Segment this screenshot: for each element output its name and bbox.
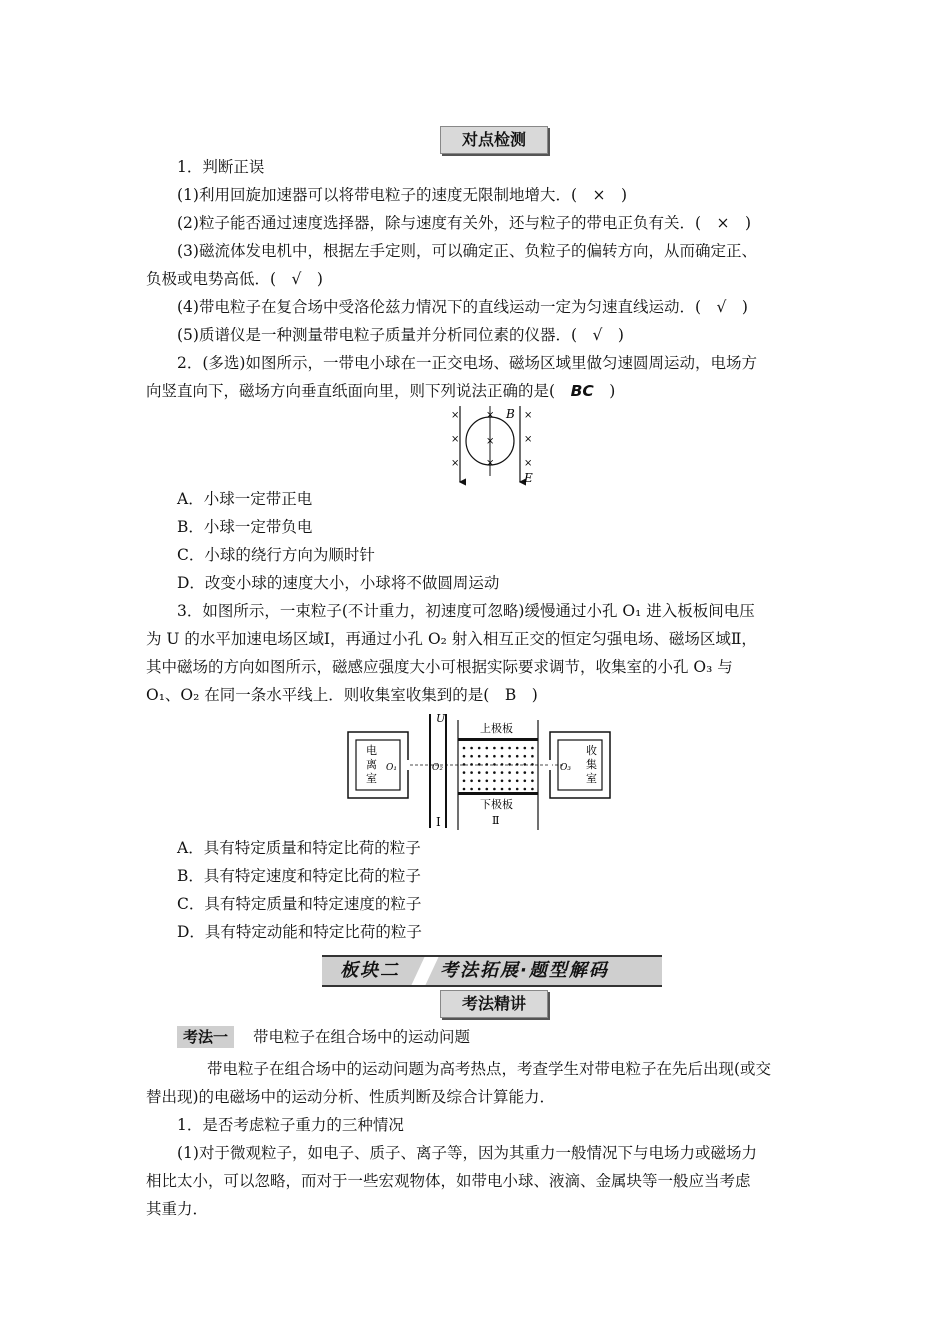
q1-item-4: (4)带电粒子在复合场中受洛伦兹力情况下的直线运动一定为匀速直线运动．( √ ) [177,298,748,316]
section-title-banner: 对点检测 [440,126,548,154]
section-title-banner-2: 考法精讲 [440,990,548,1018]
q2-answer: BC [570,382,594,400]
q3-option-d: D．具有特定动能和特定比荷的粒子 [177,923,422,941]
field-dot [478,788,481,791]
field-dot [493,747,496,750]
field-dot [524,788,527,791]
field-dot [463,771,466,774]
q2-option-c: C．小球的绕行方向为顺时针 [177,546,375,564]
field-dot [501,747,504,750]
q1-stem: 1．判断正误 [177,158,265,176]
b-field-mark: × [486,410,495,421]
field-dot [524,755,527,758]
q2-option-a: A．小球一定带正电 [177,490,313,508]
field-dot [463,747,466,750]
field-dot [508,771,511,774]
right-box-char3: 室 [586,772,597,785]
kaofa-p2-line1: (1)对于微观粒子，如电子、质子、离子等，因为其重力一般情况下与电场力或磁场力 [177,1144,757,1162]
field-dot [501,788,504,791]
kaofa-p2-line3: 其重力． [146,1200,209,1218]
field-dot [493,780,496,783]
b-field-mark: × [486,436,495,447]
left-box-char2: 离 [366,758,377,771]
module-two-title: 考法拓展·题型解码 [440,960,609,981]
q1-item-3-cont: 负极或电势高低．( √ ) [146,270,323,288]
kaofa-p2-line2: 相比太小，可以忽略，而对于一些宏观物体，如带电小球、液滴、金属块等一般应当考虑 [146,1172,751,1190]
field-dot [478,755,481,758]
q2-stem-close: ) [593,382,616,400]
field-dot [508,780,511,783]
field-dot [470,788,473,791]
q3-stem-line3: 其中磁场的方向如图所示，磁感应强度大小可根据实际要求调节，收集室的小孔 O₃ 与 [146,658,733,676]
module-two-label: 板块二 [340,960,400,981]
right-box-char2: 集 [586,758,597,771]
b-field-mark: × [486,458,495,469]
module-two-banner [322,955,662,987]
b-field-mark: × [451,434,460,445]
field-dot [516,780,519,783]
kaofa-tag: 考法一 [177,1026,234,1048]
b-field-mark: × [524,410,533,421]
field-dot [486,771,489,774]
kaofa-p1-line1: 带电粒子在组合场中的运动问题为高考热点，考查学生对带电粒子在先后出现(或交 [207,1060,772,1078]
label-o2: O₂ [432,763,443,773]
q2-field-figure [440,404,540,486]
q2-option-d: D．改变小球的速度大小，小球将不做圆周运动 [177,574,500,592]
field-dot [524,780,527,783]
field-dot [470,780,473,783]
right-box-char1: 收 [586,744,597,757]
left-box-char1: 电 [366,744,377,757]
kaofa-title: 带电粒子在组合场中的运动问题 [253,1028,471,1046]
magnetic-field-dots [463,747,534,791]
b-field-mark: × [451,458,460,469]
field-dot [486,780,489,783]
q3-option-c: C．具有特定质量和特定速度的粒子 [177,895,422,913]
q1-item-3: (3)磁流体发电机中，根据左手定则，可以确定正、负粒子的偏转方向，从而确定正、 [177,242,757,260]
field-dot [463,780,466,783]
banner-divider [411,957,438,985]
field-dot [531,788,534,791]
field-dot [470,771,473,774]
left-box-char3: 室 [366,772,377,785]
b-field-mark: × [524,458,533,469]
kaofa-heading-1: 1．是否考虑粒子重力的三种情况 [177,1116,404,1134]
q1-item-5: (5)质谱仪是一种测量带电粒子质量并分析同位素的仪器．( √ ) [177,326,624,344]
q1-item-2: (2)粒子能否通过速度选择器，除与速度有关外，还与粒子的带电正负有关．( × ) [177,214,752,232]
field-dot [478,780,481,783]
label-upper-plate: 上极板 [480,722,513,735]
q3-apparatus-figure [344,708,612,834]
field-dot [486,747,489,750]
field-dot [463,788,466,791]
field-dot [486,755,489,758]
q2-stem-text: 向竖直向下，磁场方向垂直纸面向里，则下列说法正确的是( [146,382,571,400]
field-dot [516,788,519,791]
field-dot [508,747,511,750]
field-dot [531,771,534,774]
field-dot [531,747,534,750]
label-b: B [506,407,515,421]
field-dot [508,755,511,758]
field-dot [516,747,519,750]
field-dot [501,780,504,783]
field-dot [478,771,481,774]
q3-stem-line4: O₁、O₂ 在同一条水平线上．则收集室收集到的是( B ) [146,686,538,704]
field-dot [531,780,534,783]
field-dot [508,788,511,791]
field-dot [524,771,527,774]
kaofa-p1-line2: 替出现)的电磁场中的运动分析、性质判断及综合计算能力． [146,1088,556,1106]
field-dot [470,747,473,750]
b-field-mark: × [451,410,460,421]
label-lower-plate: 下极板 [480,798,513,811]
field-dot [486,788,489,791]
q1-item-1: (1)利用回旋加速器可以将带电粒子的速度无限制地增大．( × ) [177,186,628,204]
label-region-i: Ⅰ [436,815,441,829]
label-e: E [524,471,533,485]
field-dot [493,788,496,791]
label-u: U [436,712,446,725]
field-dot [478,747,481,750]
label-region-ii: Ⅱ [492,814,500,827]
field-dot [516,755,519,758]
field-dot [493,755,496,758]
field-dot [531,755,534,758]
q2-stem-line1: 2．(多选)如图所示，一带电小球在一正交电场、磁场区域里做匀速圆周运动，电场方 [177,354,757,372]
q2-stem-line2 [146,381,615,401]
q3-option-b: B．具有特定速度和特定比荷的粒子 [177,867,421,885]
q3-stem-line2: 为 U 的水平加速电场区域Ⅰ，再通过小孔 O₂ 射入相互正交的恒定匀强电场、磁场区域Ⅱ， [146,630,757,648]
q3-option-a: A．具有特定质量和特定比荷的粒子 [177,839,421,857]
field-dot [493,771,496,774]
q3-stem-line1: 3．如图所示，一束粒子(不计重力，初速度可忽略)缓慢通过小孔 O₁ 进入板板间电压 [177,602,755,620]
label-o1: O₁ [386,763,397,773]
q2-option-b: B．小球一定带负电 [177,518,313,536]
field-dot [463,755,466,758]
field-dot [516,771,519,774]
b-field-mark: × [524,434,533,445]
label-o3: O₃ [560,763,571,773]
field-dot [470,755,473,758]
field-dot [463,763,466,766]
field-dot [501,771,504,774]
field-dot [501,755,504,758]
field-dot [524,747,527,750]
